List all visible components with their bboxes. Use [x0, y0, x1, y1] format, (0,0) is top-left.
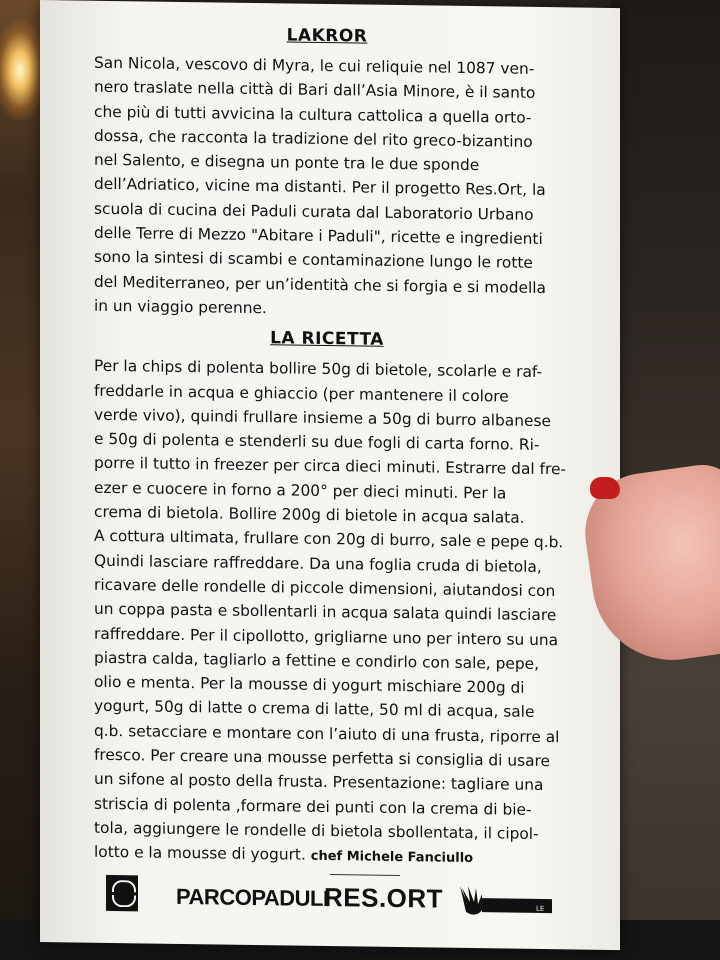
text-line: scuola di cucina dei Paduli curata dal Laboratorio Urbano: [94, 199, 534, 224]
text-line: porre il tutto in freezer per circa dieci minuti. Estrarre dal fre-: [94, 454, 566, 479]
text-line: raffreddare. Per il cipollotto, grigliarne uno per intero su una: [94, 624, 559, 649]
card-content: [94, 15, 566, 873]
hand-logo: [456, 880, 566, 922]
text-line: che più di tutti avvicina la cultura cattolica a quella orto-: [94, 102, 532, 127]
text-line: delle Terre di Mezzo "Abitare i Paduli", ricette e ingredienti: [94, 223, 543, 249]
red-fingernail: [590, 477, 620, 499]
text-line: freddarle in acqua e ghiaccio (per mantenere il colore: [94, 381, 509, 406]
text-line: yogurt, 50g di latte o crema di latte, 50 ml di acqua, sale: [94, 697, 535, 722]
text-line: fresco. Per creare una mousse perfetta si consiglia di usare: [94, 745, 551, 771]
menu-card: [40, 0, 620, 950]
text-line: un coppa pasta e sbollentarli in acqua salata quindi lasciare: [94, 599, 557, 625]
text-line: un sifone al posto della frusta. Presentazione: tagliare una: [94, 770, 544, 795]
text-line: q.b. setacciare e montare con l’aiuto di una frusta, riporre al: [94, 721, 560, 746]
section-heading-la-ricetta: LA RICETTA: [270, 328, 384, 351]
hand-logo-small-text: LE: [536, 904, 545, 914]
divider: [330, 874, 400, 876]
text-line: striscia di polenta ,formare dei punti con la crema di bie-: [94, 794, 532, 819]
text-line: lotto e la mousse di yogurt.: [94, 842, 306, 864]
intro-paragraph: [94, 51, 560, 325]
section-heading-lakror: LAKROR: [286, 25, 368, 47]
sponsor-logos: [106, 875, 576, 926]
text-line: e 50g di polenta e stenderli su due fogli di carta forno. Ri-: [94, 429, 540, 455]
parcopaduli-logo: PARCOPADULI: [176, 883, 329, 912]
resort-logo: RES.ORT: [324, 881, 444, 914]
text-line: verde vivo), quindi frullare insieme a 50g di burro albanese: [94, 405, 551, 430]
text-line: dell’Adriatico, vicine ma distanti. Per il progetto Res.Ort, la: [94, 175, 546, 200]
text-line: sono la sintesi di scambi e contaminazione lungo le rotte: [94, 248, 533, 273]
text-line: tola, aggiungere le rondelle di bietola sbollentata, il cipol-: [94, 818, 539, 843]
text-line: nel Salento, e disegna un ponte tra le due sponde: [94, 150, 480, 175]
text-line: crema di bietola. Bollire 200g di bietole in acqua salata.: [94, 502, 525, 527]
text-line: dossa, che racconta la tradizione del rito greco-bizantino: [94, 126, 533, 151]
text-line: del Mediterraneo, per un’identità che si forgia e si modella: [94, 272, 546, 297]
text-line: piastra calda, tagliarlo a fettine e condirlo con sale, pepe,: [94, 648, 539, 673]
text-line: A cottura ultimata, frullare con 20g di burro, sale e pepe q.b.: [94, 527, 564, 552]
text-line: nero traslate nella città di Bari dall’Asia Minore, è il santo: [94, 78, 536, 103]
chef-signature: chef Michele Fanciullo: [310, 848, 474, 867]
text-line: San Nicola, vescovo di Myra, le cui reliquie nel 1087 ven-: [94, 53, 535, 78]
text-line: ricavare delle rondelle di piccole dimensioni, aiutandosi con: [94, 575, 556, 601]
text-line: Per la chips di polenta bollire 50g di bietole, scolarle e raf-: [94, 357, 543, 382]
recipe-paragraph: [94, 354, 566, 873]
text-line: Quindi lasciare raffreddare. Da una foglia cruda di bietola,: [94, 551, 542, 576]
text-line: in un viaggio perenne.: [94, 296, 267, 318]
text-line: olio e menta. Per la mousse di yogurt mischiare 200g di: [94, 672, 525, 697]
text-line: ezer e cuocere in forno a 200° per dieci minuti. Per la: [94, 478, 507, 503]
laboratorio-logo: [106, 875, 138, 911]
